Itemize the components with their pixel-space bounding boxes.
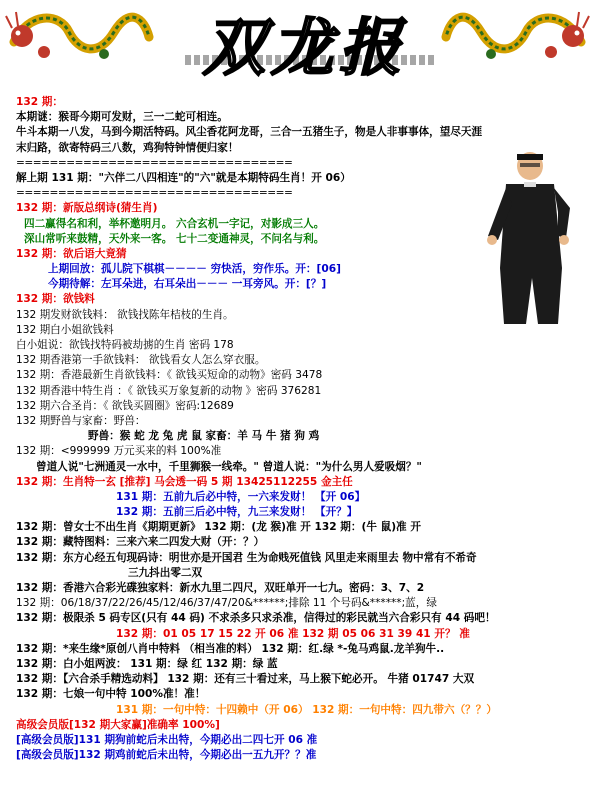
text-line: 132 期：<999999 万元买来的料 100%准 (16, 445, 222, 458)
section-heading: 132 期：新版总纲诗(猜生肖) (16, 202, 158, 215)
text-line: 曾道人说"七洲通灵一水中，千里狮猴一线牵。" 曾道人说："为什么男人爱吸烟？" (36, 460, 422, 473)
section-heading: 132 期：欲后语大竟猜 (16, 247, 127, 260)
text-line: 白小姐说：欲钱找特码被劫掳的生肖 密码 178 (16, 339, 234, 351)
text-line: 132 期：【六合杀手精选动料】 132 期：还有三十看过来，马上猴下蛇必开。 牛猪 01747 大双 (16, 673, 475, 686)
section-heading: 132 期：欲钱料 (16, 293, 95, 306)
text-line: 高级会员版[132 期大家赢]准确率 100%] (16, 718, 220, 731)
text-line: 132 期：曾女士不出生肖《期期更新》 132 期：(龙 猴)准 开 132 期：(牛 鼠)准 开 (16, 521, 421, 534)
text-line: 末归路，欲寄特码三八数，鸡狗特钟情便归家！ (16, 141, 239, 154)
text-line: 解上期 131 期："六伴二八四相连"的"六"就是本期特码生肖！开 06） (16, 171, 351, 184)
text-line: [高级会员版]132 期鸡前蛇后未出特，今期必出一五九开？？准 (16, 749, 317, 762)
text-line: 132 期：五前三后必中特，九三来发财！ 【开？】 (116, 506, 358, 519)
text-line: [高级会员版]131 期狗前蛇后未出特，今期必出二四七开 06 准 (16, 733, 318, 746)
text-line: 本期谜：猴哥今期可发财，三一二蛇可相连。 (16, 111, 228, 124)
text-line: 132 期香港第一手欲钱料： 欲钱看女人怎么穿衣服。 (16, 354, 266, 367)
text-line: 132 期六合圣肖：《 欲钱买圆圈》密码:12689 (16, 399, 234, 412)
text-line: 132 期野兽与家畜：野兽： (16, 414, 146, 427)
text-line: 今期待解：左耳朵进，右耳朵出－－－ 一耳旁风。开：[？] (48, 278, 327, 291)
text-line: 深山常听来鼓精，天外来一客。 七十二变通神灵，不问名与利。 (24, 232, 325, 245)
separator-line: ================================= (16, 187, 293, 200)
text-line: 131 期：五前九后必中特，一六来发财！ 【开 06】 (116, 490, 366, 503)
main-content (16, 95, 586, 763)
text-line: 132 期香港中特生肖 ：《 欲钱买万象复新的动物 》密码 376281 (16, 384, 322, 397)
text-line: 132 期：极限杀 5 码专区(只有 44 码) 不求杀多只求杀准，信得过的彩民就当六合彩只有 44 码吧！ (16, 612, 496, 625)
text-line: 野兽：猴 蛇 龙 兔 虎 鼠 家畜：羊 马 牛 猪 狗 鸡 (88, 430, 320, 443)
text-line: 132 期白小姐欲钱料 (16, 323, 114, 336)
page-title: 双龙报 (202, 11, 407, 84)
text-line: 132 期：香港六合彩光碟独家料：新水九里二四尺，双旺单开一七九。密码：3、7、2 (16, 582, 425, 594)
separator-line: ================================= (16, 156, 293, 169)
text-line: 132 期： (16, 96, 63, 108)
text-line: 132 期：香港最新生肖欲钱料：《 欲钱买短命的动物》密码 3478 (16, 369, 323, 382)
dragon-left-icon (4, 2, 154, 74)
text-line: 132 期：01 05 17 15 22 开 06 准 132 期 05 06 31 39 41 开？ 准 (116, 627, 470, 640)
text-line: 牛斗本期一八发，马到今期活特码。风尘香花阿龙哥，三合一五猪生子，物是人非事事体，望尽天涯 (16, 126, 483, 139)
text-line: 131 期：一句中特：十四赖中（开 06） 132 期：一句中特：四九带六（？？） (116, 703, 497, 716)
text-line: 132 期：东方心经五句现码诗：明世亦是开国君 生为命贱死值钱 风里走来雨里去 物中常有不希奇 (16, 551, 477, 564)
text-line: 132 期：06/18/37/22/26/45/12/46/37/47/20&******;排除 11 个号码&******;蓝，绿 (16, 597, 437, 610)
text-line: 132 期：白小姐两波： 131 期：绿 红 132 期：绿 蓝 (16, 657, 278, 670)
text-line: 132 期发财欲钱料： 欲钱找陈年桔枝的生肖。 (16, 308, 234, 321)
text-line: 132 期：藏特图料：三来六来二四发大财（开：？） (16, 536, 265, 549)
text-line: 132 期：七娘一句中特 100%准！准！ (16, 688, 206, 701)
text-line: 132 期：*来生缘*原创八肖中特料 （相当准的料） 132 期：红.绿 *-兔马鸡鼠.龙羊狗牛.. (16, 642, 445, 655)
dragon-right-icon (441, 2, 591, 74)
text-line: 四二赢得名和利，举杯邀明月。 六合玄机一字记，对影成三人。 (24, 217, 325, 230)
section-heading: 132 期：生肖特一玄 [推荐] 马会透一码 5 期 13425112255 金主任 (16, 475, 353, 488)
text-line: 三九抖出零二双 (128, 566, 203, 579)
text-line: 上期回放：孤儿院下棋棋－－－－ 穷快活，穷作乐。开：[06] (48, 263, 341, 276)
